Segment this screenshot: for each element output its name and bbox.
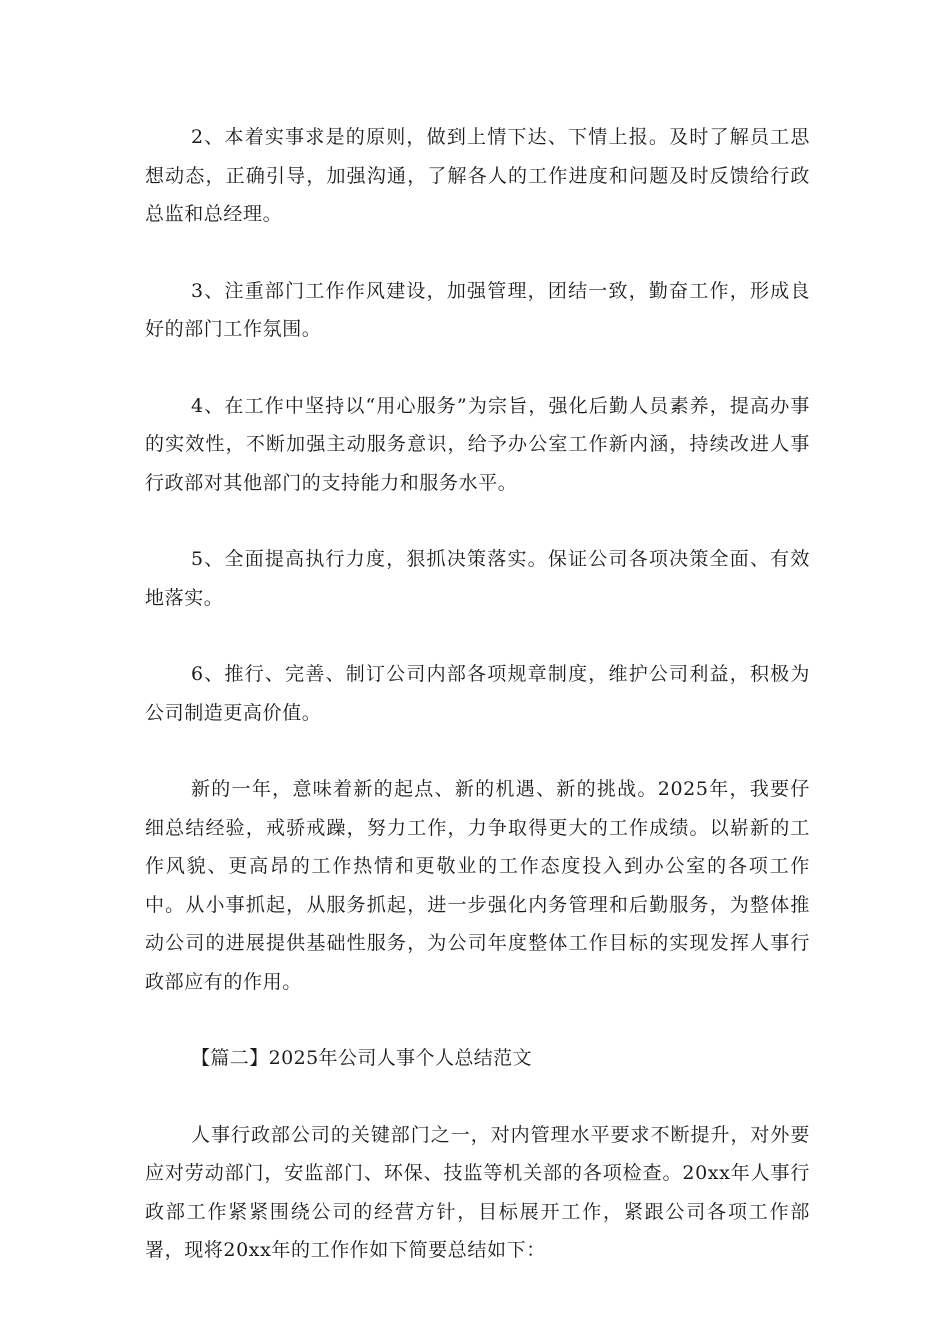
paragraph-gap <box>145 732 810 770</box>
paragraph-gap <box>145 234 810 272</box>
paragraph-gap <box>145 349 810 387</box>
paragraph-gap <box>145 1001 810 1039</box>
intro-paragraph: 人事行政部公司的关键部门之一，对内管理水平要求不断提升，对外要应对劳动部门，安监部门、环保、技监等机关部的各项检查。20xx年人事行政部工作紧紧围绕公司的经营方针，目标展开工作，紧跟公司各项工作部署，现将20xx年的工作作如下简要总结如下： <box>145 1123 810 1261</box>
paragraph-item-2: 2、本着实事求是的原则，做到上情下达、下情上报。及时了解员工思想动态，正确引导，加强沟通，了解各人的工作进度和问题及时反馈给行政总监和总经理。 <box>145 126 810 225</box>
paragraph-gap <box>145 617 810 655</box>
paragraph-item-3: 3、注重部门工作作风建设，加强管理，团结一致，勤奋工作，形成良好的部门工作氛围。 <box>145 279 810 340</box>
paragraph-item-5: 5、全面提高执行力度，狠抓决策落实。保证公司各项决策全面、有效地落实。 <box>145 548 810 609</box>
document-body <box>145 118 810 1270</box>
paragraph-item-4: 4、在工作中坚持以“用心服务”为宗旨，强化后勤人员素养，提高办事的实效性，不断加强主动服务意识，给予办公室工作新内涵，持续改进人事行政部对其他部门的支持能力和服务水平。 <box>145 394 810 494</box>
paragraph-gap <box>145 502 810 540</box>
conclusion-paragraph: 新的一年，意味着新的起点、新的机遇、新的挑战。2025年，我要仔细总结经验，戒骄戒躁，努力工作，力争取得更大的工作成绩。以崭新的工作风貌、更高昂的工作热情和更敬业的工作态度投入到办公室的各项工作中。从小事抓起，从服务抓起，进一步强化内务管理和后勤服务，为整体推动公司的进展提供基础性服务，为公司年度整体工作目标的实现发挥人事行政部应有的作用。 <box>145 778 810 993</box>
section-heading: 【篇二】2025年公司人事个人总结范文 <box>191 1047 532 1069</box>
paragraph-item-6: 6、推行、完善、制订公司内部各项规章制度，维护公司利益，积极为公司制造更高价值。 <box>145 663 810 724</box>
paragraph-gap <box>145 1078 810 1116</box>
